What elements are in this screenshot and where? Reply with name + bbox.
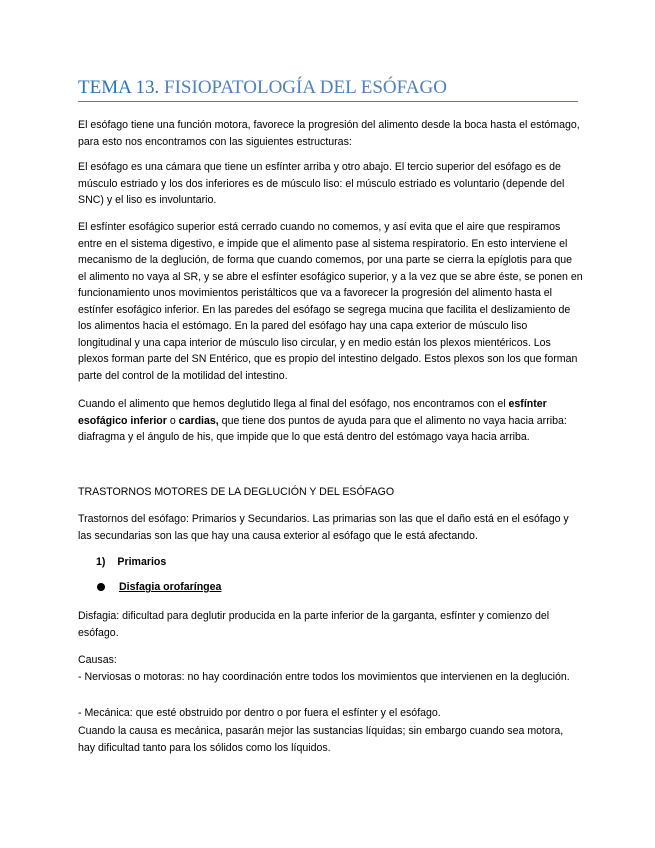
- section-heading: TRASTORNOS MOTORES DE LA DEGLUCIÓN Y DEL ESÓFAGO: [78, 486, 395, 498]
- title-number: TEMA 13.: [78, 77, 160, 98]
- causa-item-nerviosas: - Nerviosas o motoras: no hay coordinación entre todos los movimientos que intervienen en la deglución.: [78, 671, 570, 683]
- paragraph-lower-sphincter-text-c: que tiene dos puntos de ayuda para que el alimento no vaya hacia arriba: diafragma y el ángulo de his, que impide que lo que está dentro del estómago vaya hacia arriba.: [78, 414, 567, 443]
- page-title: [78, 76, 578, 100]
- list-label: Primarios: [117, 556, 167, 568]
- paragraph-causa-mecanica: Cuando la causa es mecánica, pasarán mejor las sustancias líquidas; sin embargo cuando sea motora, hay dificultad tanto para los sólidos como los líquidos.: [78, 725, 564, 754]
- paragraph-lower-sphincter-text-b: o: [166, 414, 179, 427]
- paragraph-lower-sphincter: [78, 396, 583, 446]
- bullet-icon: [97, 583, 105, 591]
- title-text: FISIOPATOLOGÍA DEL ESÓFAGO: [164, 77, 447, 98]
- list-number: 1): [96, 556, 106, 568]
- causas-label: Causas:: [78, 654, 117, 666]
- paragraph-structure: El esófago es una cámara que tiene un esfínter arriba y otro abajo. El tercio superior del esófago es de músculo estriado y los dos inferiores es de músculo liso: el músculo estriado es voluntario (depende del SNC) y el liso es involuntario.: [78, 161, 565, 206]
- paragraph-lower-sphincter-text-a: Cuando el alimento que hemos deglutido llega al final del esófago, nos encontramos con el: [78, 398, 509, 410]
- paragraph-intro: El esófago tiene una función motora, favorece la progresión del alimento desde la boca hasta el estómago, para esto nos encontramos con las siguientes estructuras:: [78, 119, 580, 148]
- bullet-label-disfagia: Disfagia orofaríngea: [119, 581, 222, 593]
- list-item-primarios: [96, 554, 166, 570]
- causa-item-mecanica: - Mecánica: que esté obstruido por dentro o por fuera el esfínter y el esófago.: [78, 707, 441, 719]
- paragraph-upper-sphincter: El esfínter esofágico superior está cerrado cuando no comemos, y así evita que el aire que respiramos entre en el sistema digestivo, e impide que el alimento pase al sistema respiratorio. En esto interviene el mecanismo de la deglución, de forma que cuando comemos, por una parte se cierra la epíglotis para que el alimento no vaya al SR, y se abre el esfínter esofágico superior, y a la vez que se abre éste, se ponen en funcionamiento unos movimientos peristálticos que va a favorecer la progresión del alimento hasta el estínfer esofágico inferior. En las paredes del esófago se segrega mucina que facilita el deslizamiento de los alimentos hacia el estómago. En la pared del esófago hay una capa exterior de músculo liso longitudinal y una capa interior de músculo liso circular, y en medio están los plexos mientéricos. Los plexos forman parte del SN Entérico, que es propio del intestino delgado. Estos plexos son los que forman parte del control de la motilidad del intestino.: [78, 221, 583, 382]
- paragraph-disorders: Trastornos del esófago: Primarios y Secundarios. Las primarias son las que el daño está en el esófago y las secundarias son las que hay una causa exterior al esófago que le está afectando.: [78, 513, 569, 542]
- paragraph-disfagia: Disfagia: dificultad para deglutir producida en la parte inferior de la garganta, esfínter y comienzo del esófago.: [78, 610, 550, 639]
- term-lower-sphincter: esfínter esofágico inferior: [78, 398, 547, 427]
- title-underline: [78, 101, 578, 102]
- term-cardias: cardias,: [178, 414, 219, 427]
